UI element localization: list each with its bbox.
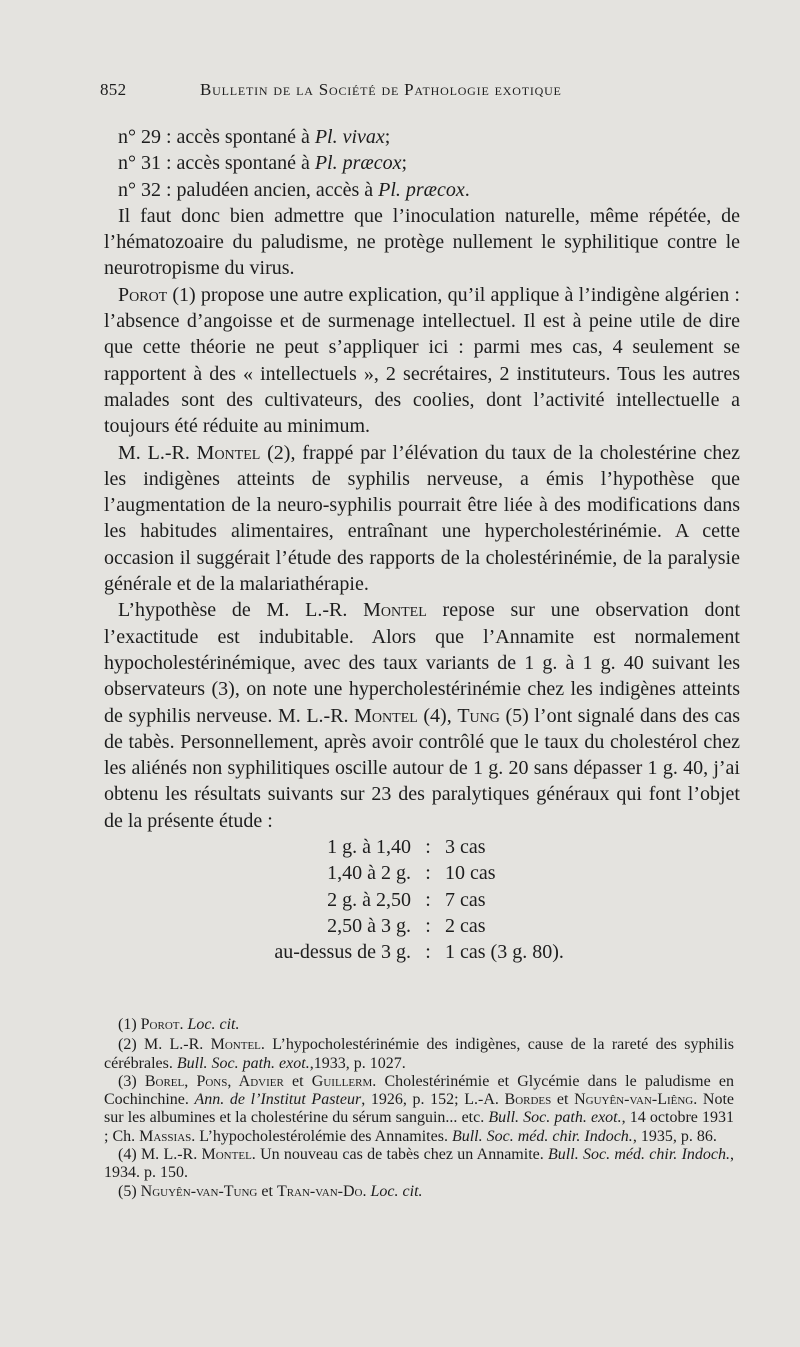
- paragraph-4: [104, 597, 740, 834]
- range-cell: 1,40 à 2 g.: [327, 862, 411, 885]
- case-line: [104, 124, 740, 150]
- footnote-number: (5): [118, 1182, 141, 1200]
- separator: :: [425, 836, 431, 859]
- author-name: Nguyên-van-Tung: [140, 1182, 258, 1200]
- journal-title: Bulletin de la Société de Pathologie exotique: [200, 80, 562, 99]
- footnote-2: [104, 1036, 734, 1073]
- citation-loc: Loc. cit.: [366, 1182, 423, 1200]
- footnotes: [104, 1016, 734, 1201]
- count-cell: 3 cas: [445, 836, 486, 859]
- footnote-text: , 1926, p. 152; L.-A.: [361, 1091, 505, 1109]
- footnote-text: , 14 octobre 1931 ; Ch.: [104, 1109, 735, 1145]
- case-number: n° 29: [118, 126, 161, 148]
- author-name: Nguyên-van-Liêng.: [574, 1091, 698, 1109]
- table-row: [224, 939, 740, 965]
- separator: :: [425, 941, 431, 964]
- table-row: [224, 887, 740, 913]
- author-name: Borel, Pons, Advier: [144, 1072, 284, 1090]
- author-name: Montel: [363, 599, 427, 622]
- author-name: Porot: [118, 283, 168, 306]
- footnote-text: Un nouveau cas de tabès chez un Annamite.: [255, 1146, 549, 1164]
- range-cell: au-dessus de 3 g.: [274, 941, 411, 964]
- paragraph-3: [104, 440, 740, 598]
- table-row: [224, 860, 740, 886]
- range-cell: 2,50 à 3 g.: [327, 914, 411, 937]
- case-punct: .: [464, 178, 470, 201]
- page-number: 852: [100, 80, 127, 99]
- footnote-text: Cholestérinémie et Glycémie dans le paludisme en Cochinchine.: [104, 1072, 734, 1109]
- footnote-5: [104, 1183, 734, 1201]
- journal-name: Bull. Soc. méd. chir. Indoch.: [451, 1127, 633, 1145]
- main-text: [104, 124, 740, 966]
- case-number: n° 31: [118, 152, 161, 175]
- author-name: Montel.: [201, 1146, 256, 1164]
- case-text: : accès spontané à: [166, 152, 310, 175]
- case-number: n° 32: [118, 178, 161, 201]
- journal-name: Bull. Soc. path. exot.: [176, 1054, 310, 1072]
- author-name: Bordes: [504, 1091, 552, 1109]
- paragraph-text: (2), frappé par l’élévation du taux de la cholestérine chez les indigènes atteints de syphilis nerveuse, a émis l’hypothèse que l’augmentation de la neuro-syphilis pourrait être liée à des modifications dans les habitudes alimentaires, entraînant une hypercholestérinémie. A cette occasion il suggérait l’étude des rapports de la cholestérinémie, de la paralysie générale et de la malariathérapie.: [104, 441, 741, 596]
- case-punct: ;: [401, 152, 408, 175]
- case-species: Pl. præcox: [378, 178, 465, 201]
- separator: :: [425, 914, 431, 937]
- footnote-number: (4) M. L.-R.: [118, 1146, 202, 1164]
- paragraph-text: L’hypothèse de M. L.-R.: [118, 599, 364, 622]
- footnote-text: et: [283, 1072, 312, 1090]
- footnote-number: (3): [118, 1072, 145, 1090]
- paragraph-1: Il faut donc bien admettre que l’inoculation naturelle, même répétée, de l’hématozoaire du paludisme, ne protège nullement le syphilitique contre le neurotropisme du virus.: [104, 204, 740, 280]
- case-text: : accès spontané à: [166, 126, 310, 148]
- citation-loc: Loc. cit.: [183, 1016, 240, 1033]
- range-cell: 2 g. à 2,50: [327, 888, 411, 911]
- footnote-number: (1): [118, 1016, 141, 1033]
- footnote-text: L’hypocholestérinémie des indigènes, cause de la rareté des syphilis cérébrales.: [104, 1036, 735, 1072]
- paragraph-text: M. L.-R.: [118, 441, 197, 464]
- footnote-text: ,1933, p. 1027.: [309, 1054, 406, 1072]
- cholesterol-table: [104, 834, 740, 965]
- author-name: Montel: [354, 704, 418, 727]
- footnote-text: , 1934. p. 150.: [104, 1146, 735, 1182]
- count-cell: 10 cas: [445, 862, 496, 885]
- case-line: [104, 177, 740, 203]
- footnote-4: [104, 1146, 734, 1183]
- author-name: Montel.: [210, 1036, 265, 1054]
- footnote-text: et: [257, 1182, 277, 1200]
- author-name: Montel: [196, 441, 261, 464]
- author-name: Porot.: [140, 1016, 184, 1033]
- author-name: Massias.: [139, 1127, 196, 1145]
- paragraph-text: (1) propose une autre explication, qu’il applique à l’indigène algérien : l’absence d’angoisse et de surmenage intellectuel. Il est à peine utile de dire que cette théorie ne peut s’appliquer ici : parmi mes cas, 4 seulement se rapportent à des « intellectuels », 2 secrétaires, 2 instituteurs. Tous les autres malades sont des cultivateurs, des coolies, dont l’activité intellectuelle a toujours été réduite au minimum.: [104, 283, 740, 438]
- case-punct: ;: [384, 126, 391, 148]
- journal-name: Bull. Soc. path. exot.: [488, 1109, 622, 1127]
- table-row: [224, 834, 740, 860]
- footnote-text: L’hypocholestérolémie des Annamites.: [195, 1127, 452, 1145]
- paragraph-text: (5) l’ont signalé dans des cas de tabès. Personnellement, après avoir contrôlé que le taux du cholestérol chez les aliénés non syphilitiques oscille autour de 1 g. 20 sans dépasser 1 g. 40, j’ai obtenu les résultats suivants sur 23 des paralytiques généraux qui font l’objet de la présente étude :: [104, 704, 741, 832]
- footnote-3: [104, 1073, 734, 1146]
- range-cell: 1 g. à 1,40: [327, 836, 411, 859]
- table-row: [224, 913, 740, 939]
- case-species: Pl. præcox: [314, 152, 402, 175]
- footnote-number: (2) M. L.-R.: [118, 1036, 211, 1054]
- footnote-text: et: [551, 1091, 575, 1109]
- author-name: Guillerm.: [311, 1072, 377, 1090]
- paragraph-text: (4),: [417, 704, 458, 727]
- separator: :: [425, 888, 431, 911]
- author-name: Tran-van-Do.: [276, 1182, 367, 1200]
- journal-name: Bull. Soc. méd. chir. Indoch.: [548, 1146, 731, 1164]
- paragraph-text: repose sur une observation dont l’exactitude est indubitable. Alors que l’Annamite est normalement hypocholestérinémique, avec des taux variants de 1 g. à 1 g. 40 suivant les observateurs (3), on note une hypercholestérinémie chez les indigènes atteints de syphilis nerveuse. M. L.-R.: [104, 599, 740, 727]
- separator: :: [425, 862, 431, 885]
- footnote-text: , 1935, p. 86.: [632, 1127, 717, 1145]
- paragraph-2: [104, 282, 740, 440]
- case-text: : paludéen ancien, accès à: [166, 178, 374, 201]
- count-cell: 2 cas: [445, 914, 486, 937]
- author-name: Tung: [457, 704, 500, 727]
- case-species: Pl. vivax: [314, 126, 385, 148]
- count-cell: 1 cas (3 g. 80).: [445, 941, 564, 964]
- case-line: [104, 150, 740, 176]
- count-cell: 7 cas: [445, 888, 486, 911]
- journal-name: Ann. de l’Institut Pasteur: [194, 1091, 362, 1109]
- footnote-1: [104, 1016, 734, 1034]
- footnote-text: Note sur les albumines et la cholestérine du sérum sanguin... etc.: [104, 1091, 734, 1127]
